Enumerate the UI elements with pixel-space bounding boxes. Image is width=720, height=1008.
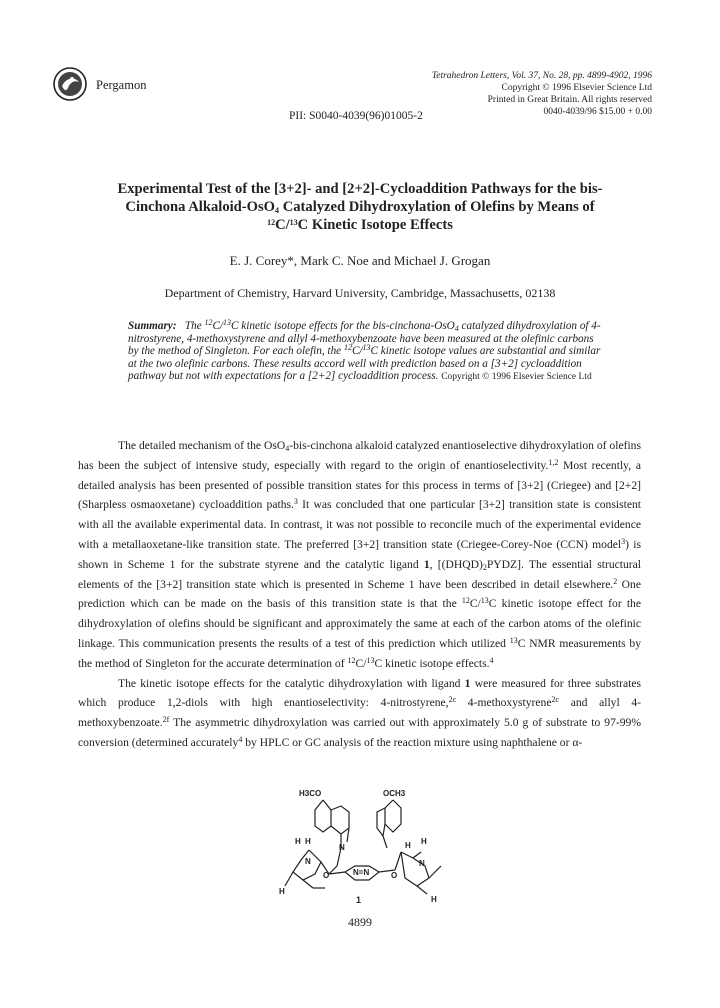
summary-copyright: Copyright © 1996 Elsevier Science Ltd [441,372,592,383]
svg-text:O: O [323,871,330,880]
ligand-structure-figure [265,782,465,912]
body-text [78,436,641,753]
label-och3: OCH3 [383,789,406,798]
svg-text:H: H [421,837,427,846]
svg-text:H: H [405,841,411,850]
publisher-logo [52,66,88,102]
svg-text:N: N [305,857,311,866]
svg-text:H: H [305,837,311,846]
title-line-3: $^{12}$C/$^{13}$C Kinetic Isotope Effects [267,217,453,233]
summary-label: Summary: [128,320,177,332]
svg-text:N: N [339,843,345,852]
pii: PII: S0040-4039(96)01005-2 [289,110,423,122]
page-number: 4899 [348,915,372,929]
label-nn: N=N [353,868,370,877]
compound-number: 1 [356,895,362,905]
price-line: 0040-4039/96 $15.00 + 0.00 [543,107,652,117]
summary: Summary: The $^{12}$C/$^{13}$C kinetic isotope effects for the bis-cinchona-OsO$_4$ catalyzed dihydroxylation of 4-nitrostyrene, 4-methoxystyrene and allyl 4-methoxybenzoate have been measured at the olefinic carbons by the method of Singleton. For each olefin, the $^{12}$C/$^{13}$C kinetic isotope values are substantial and similar at the two olefinic carbons. These results accord well with prediction based on a [3+2] cycloaddition pathway but not with expectations for a [2+2] cycloaddition process. Copyright © 1996 Elsevier Science Ltd [128,318,601,383]
journal-citation: Tetrahedron Letters, Vol. 37, No. 28, pp. 4899-4902, 1996 [431,71,652,81]
affiliation: Department of Chemistry, Harvard University, Cambridge, Massachusetts, 02138 [164,286,556,300]
title-line-2: Cinchona Alkaloid-OsO$_4$ Catalyzed Dihydroxylation of Olefins by Means of [125,199,595,215]
svg-text:N: N [419,859,425,868]
svg-text:H: H [431,895,437,904]
paragraph-2: The kinetic isotope effects for the catalytic dihydroxylation with ligand 1 were measured for three substrates which produce 1,2-diols with high enantioselectivity: 4-nitrostyrene,$^{2c}$ 4-methoxystyrene$^{2c}$ and allyl 4-methoxybenzoate.$^{2f}$ The asymmetric dihydroxylation was carried out with approximately 5.0 g of substrate to 97-99% conversion (determined accurately$^4$ by HPLC or GC analysis of the reaction mixture using naphthalene or α- [78,676,641,749]
label-h3co: H3CO [299,789,322,798]
svg-text:H: H [279,887,285,896]
printed-line: Printed in Great Britain. All rights reserved [487,95,652,105]
copyright-line: Copyright © 1996 Elsevier Science Ltd [501,83,652,93]
authors: E. J. Corey*, Mark C. Noe and Michael J. Grogan [229,253,491,268]
title-line-1: Experimental Test of the [3+2]- and [2+2]-Cycloaddition Pathways for the bis- [117,181,603,197]
publisher-name: Pergamon [96,78,147,92]
svg-text:O: O [391,871,398,880]
article-title [60,180,660,234]
paragraph-1: The detailed mechanism of the OsO$_4$-bis-cinchona alkaloid catalyzed enantioselective dihydroxylation of olefins has been the subject of intensive study, especially with regard to the origin of enantioselectivity.$^{1,2}$ Most recently, a detailed analysis has been presented of possible transition states for this process in terms of [3+2] (Criegee) and [2+2] (Sharpless osmaoxetane) cycloaddition paths.$^3$ It was concluded that one particular [3+2] transition state is consistent with all the available experimental data. In contrast, it was not possible to reconcile much of the experimental evidence with a metallaoxetane-like transition state. The preferred [3+2] transition state (Criegee-Corey-Noe (CCN) model$^3$) is shown in Scheme 1 for the substrate styrene and the catalytic ligand 1, $[(DHQD)_2PYDZ]$. The essential structural elements of the [3+2] transition state which is presented in Scheme 1 have been described in detail elsewhere.$^2$ One prediction which can be made on the basis of this transition state is that the $^{12}$C/$^{13}$C kinetic isotope effect for the dihydroxylation of olefins should be significant and approximately the same at each of the carbon atoms of the olefinic linkage. This communication presents the results of a test of this prediction which utilized $^{13}$C NMR measurements by the method of Singleton for the accurate determination of $^{12}$C/$^{13}$C kinetic isotope effects.$^4$ [78,439,642,670]
svg-text:H: H [295,837,301,846]
